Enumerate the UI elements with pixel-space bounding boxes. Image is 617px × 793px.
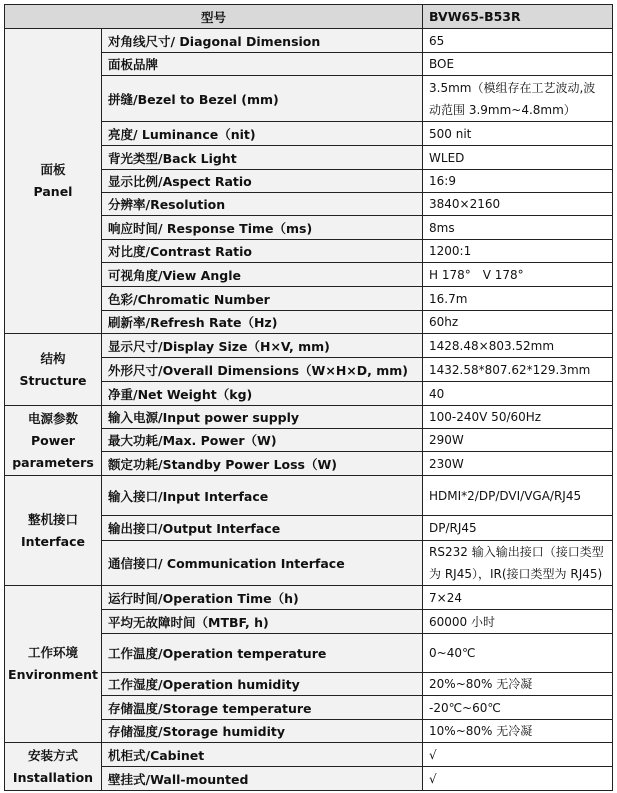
- param-name: 对角线尺寸/ Diagonal Dimension: [102, 29, 423, 53]
- param-value: √: [423, 743, 613, 767]
- param-name: 显示尺寸/Display Size（H×V, mm): [102, 334, 423, 358]
- table-row: [5, 406, 613, 429]
- param-value: DP/RJ45: [423, 516, 613, 541]
- param-value: 10%~80% 无冷凝: [423, 720, 613, 743]
- group-name-cn: 整机接口: [27, 511, 78, 527]
- param-name: 对比度/Contrast Ratio: [102, 240, 423, 263]
- group-name-cn: 电源参数: [27, 410, 78, 426]
- param-value: 16:9: [423, 170, 613, 193]
- param-value: 3.5mm（模组存在工艺波动,波动范围 3.9mm~4.8mm）: [423, 76, 613, 122]
- group-name-cn: 面板: [40, 162, 66, 177]
- param-value: 60000 小时: [423, 610, 613, 634]
- param-value: 60hz: [423, 311, 613, 334]
- param-value: 1200:1: [423, 240, 613, 263]
- group-name-en: Power parameters: [12, 432, 94, 470]
- param-value: BOE: [423, 53, 613, 76]
- group-label: [5, 334, 102, 406]
- param-value: 3840×2160: [423, 193, 613, 216]
- group-label: [5, 586, 102, 743]
- param-value: 230W: [423, 452, 613, 476]
- param-value: 8ms: [423, 216, 613, 240]
- param-value: 500 nit: [423, 122, 613, 146]
- param-name: 外形尺寸/Overall Dimensions（W×H×D, mm): [102, 358, 423, 382]
- param-name: 刷新率/Refresh Rate（Hz): [102, 311, 423, 334]
- header-row: [5, 5, 613, 29]
- param-name: 存储温度/Storage temperature: [102, 696, 423, 720]
- param-name: 壁挂式/Wall-mounted: [102, 767, 423, 791]
- param-name: 输入电源/Input power supply: [102, 406, 423, 429]
- param-name: 色彩/Chromatic Number: [102, 287, 423, 311]
- param-name: 通信接口/ Communication Interface: [102, 541, 423, 586]
- spec-table: [4, 4, 613, 791]
- param-name: 工作温度/Operation temperature: [102, 634, 423, 673]
- group-label: [5, 406, 102, 476]
- param-name: 可视角度/View Angle: [102, 263, 423, 287]
- group-label: [5, 476, 102, 586]
- model-value: BVW65-B53R: [423, 5, 613, 29]
- param-name: 输出接口/Output Interface: [102, 516, 423, 541]
- param-name: 分辨率/Resolution: [102, 193, 423, 216]
- group-name-en: Structure: [19, 372, 87, 388]
- param-name: 最大功耗/Max. Power（W): [102, 429, 423, 452]
- param-name: 输入接口/Input Interface: [102, 476, 423, 516]
- param-value: 65: [423, 29, 613, 53]
- table-row: [5, 476, 613, 516]
- group-name-en: Panel: [33, 184, 73, 199]
- param-name: 净重/Net Weight（kg): [102, 382, 423, 406]
- param-name: 存储湿度/Storage humidity: [102, 720, 423, 743]
- group-name-cn: 工作环境: [27, 645, 78, 660]
- group-name-en: Environment: [8, 667, 98, 682]
- group-name-cn: 结构: [40, 350, 66, 366]
- param-name: 显示比例/Aspect Ratio: [102, 170, 423, 193]
- param-value: √: [423, 767, 613, 791]
- param-value: WLED: [423, 146, 613, 170]
- param-name: 背光类型/Back Light: [102, 146, 423, 170]
- group-label: [5, 743, 102, 791]
- param-value: 100-240V 50/60Hz: [423, 406, 613, 429]
- group-name-en: Installation: [12, 769, 94, 785]
- table-row: [5, 334, 613, 358]
- param-value: 16.7m: [423, 287, 613, 311]
- model-label: 型号: [5, 5, 423, 29]
- param-value: -20℃~60℃: [423, 696, 613, 720]
- param-value: HDMI*2/DP/DVI/VGA/RJ45: [423, 476, 613, 516]
- param-value: 1428.48×803.52mm: [423, 334, 613, 358]
- param-value: 20%~80% 无冷凝: [423, 673, 613, 696]
- table-row: [5, 743, 613, 767]
- table-row: [5, 586, 613, 610]
- param-name: 工作湿度/Operation humidity: [102, 673, 423, 696]
- param-value: 0~40℃: [423, 634, 613, 673]
- param-value: 7×24: [423, 586, 613, 610]
- table-row: [5, 29, 613, 53]
- group-name-en: Interface: [21, 533, 85, 549]
- param-name: 额定功耗/Standby Power Loss（W): [102, 452, 423, 476]
- param-value: 290W: [423, 429, 613, 452]
- group-label: [5, 29, 102, 334]
- group-name-cn: 安装方式: [27, 747, 78, 763]
- param-name: 运行时间/Operation Time（h): [102, 586, 423, 610]
- param-name: 面板品牌: [102, 53, 423, 76]
- param-name: 响应时间/ Response Time（ms): [102, 216, 423, 240]
- param-value: RS232 输入输出接口（接口类型为 RJ45），IR(接口类型为 RJ45): [423, 541, 613, 586]
- param-name: 机柜式/Cabinet: [102, 743, 423, 767]
- param-value: 1432.58*807.62*129.3mm: [423, 358, 613, 382]
- param-value: H 178° V 178°: [423, 263, 613, 287]
- param-name: 亮度/ Luminance（nit): [102, 122, 423, 146]
- param-value: 40: [423, 382, 613, 406]
- param-name: 平均无故障时间（MTBF, h): [102, 610, 423, 634]
- param-name: 拼缝/Bezel to Bezel (mm): [102, 76, 423, 122]
